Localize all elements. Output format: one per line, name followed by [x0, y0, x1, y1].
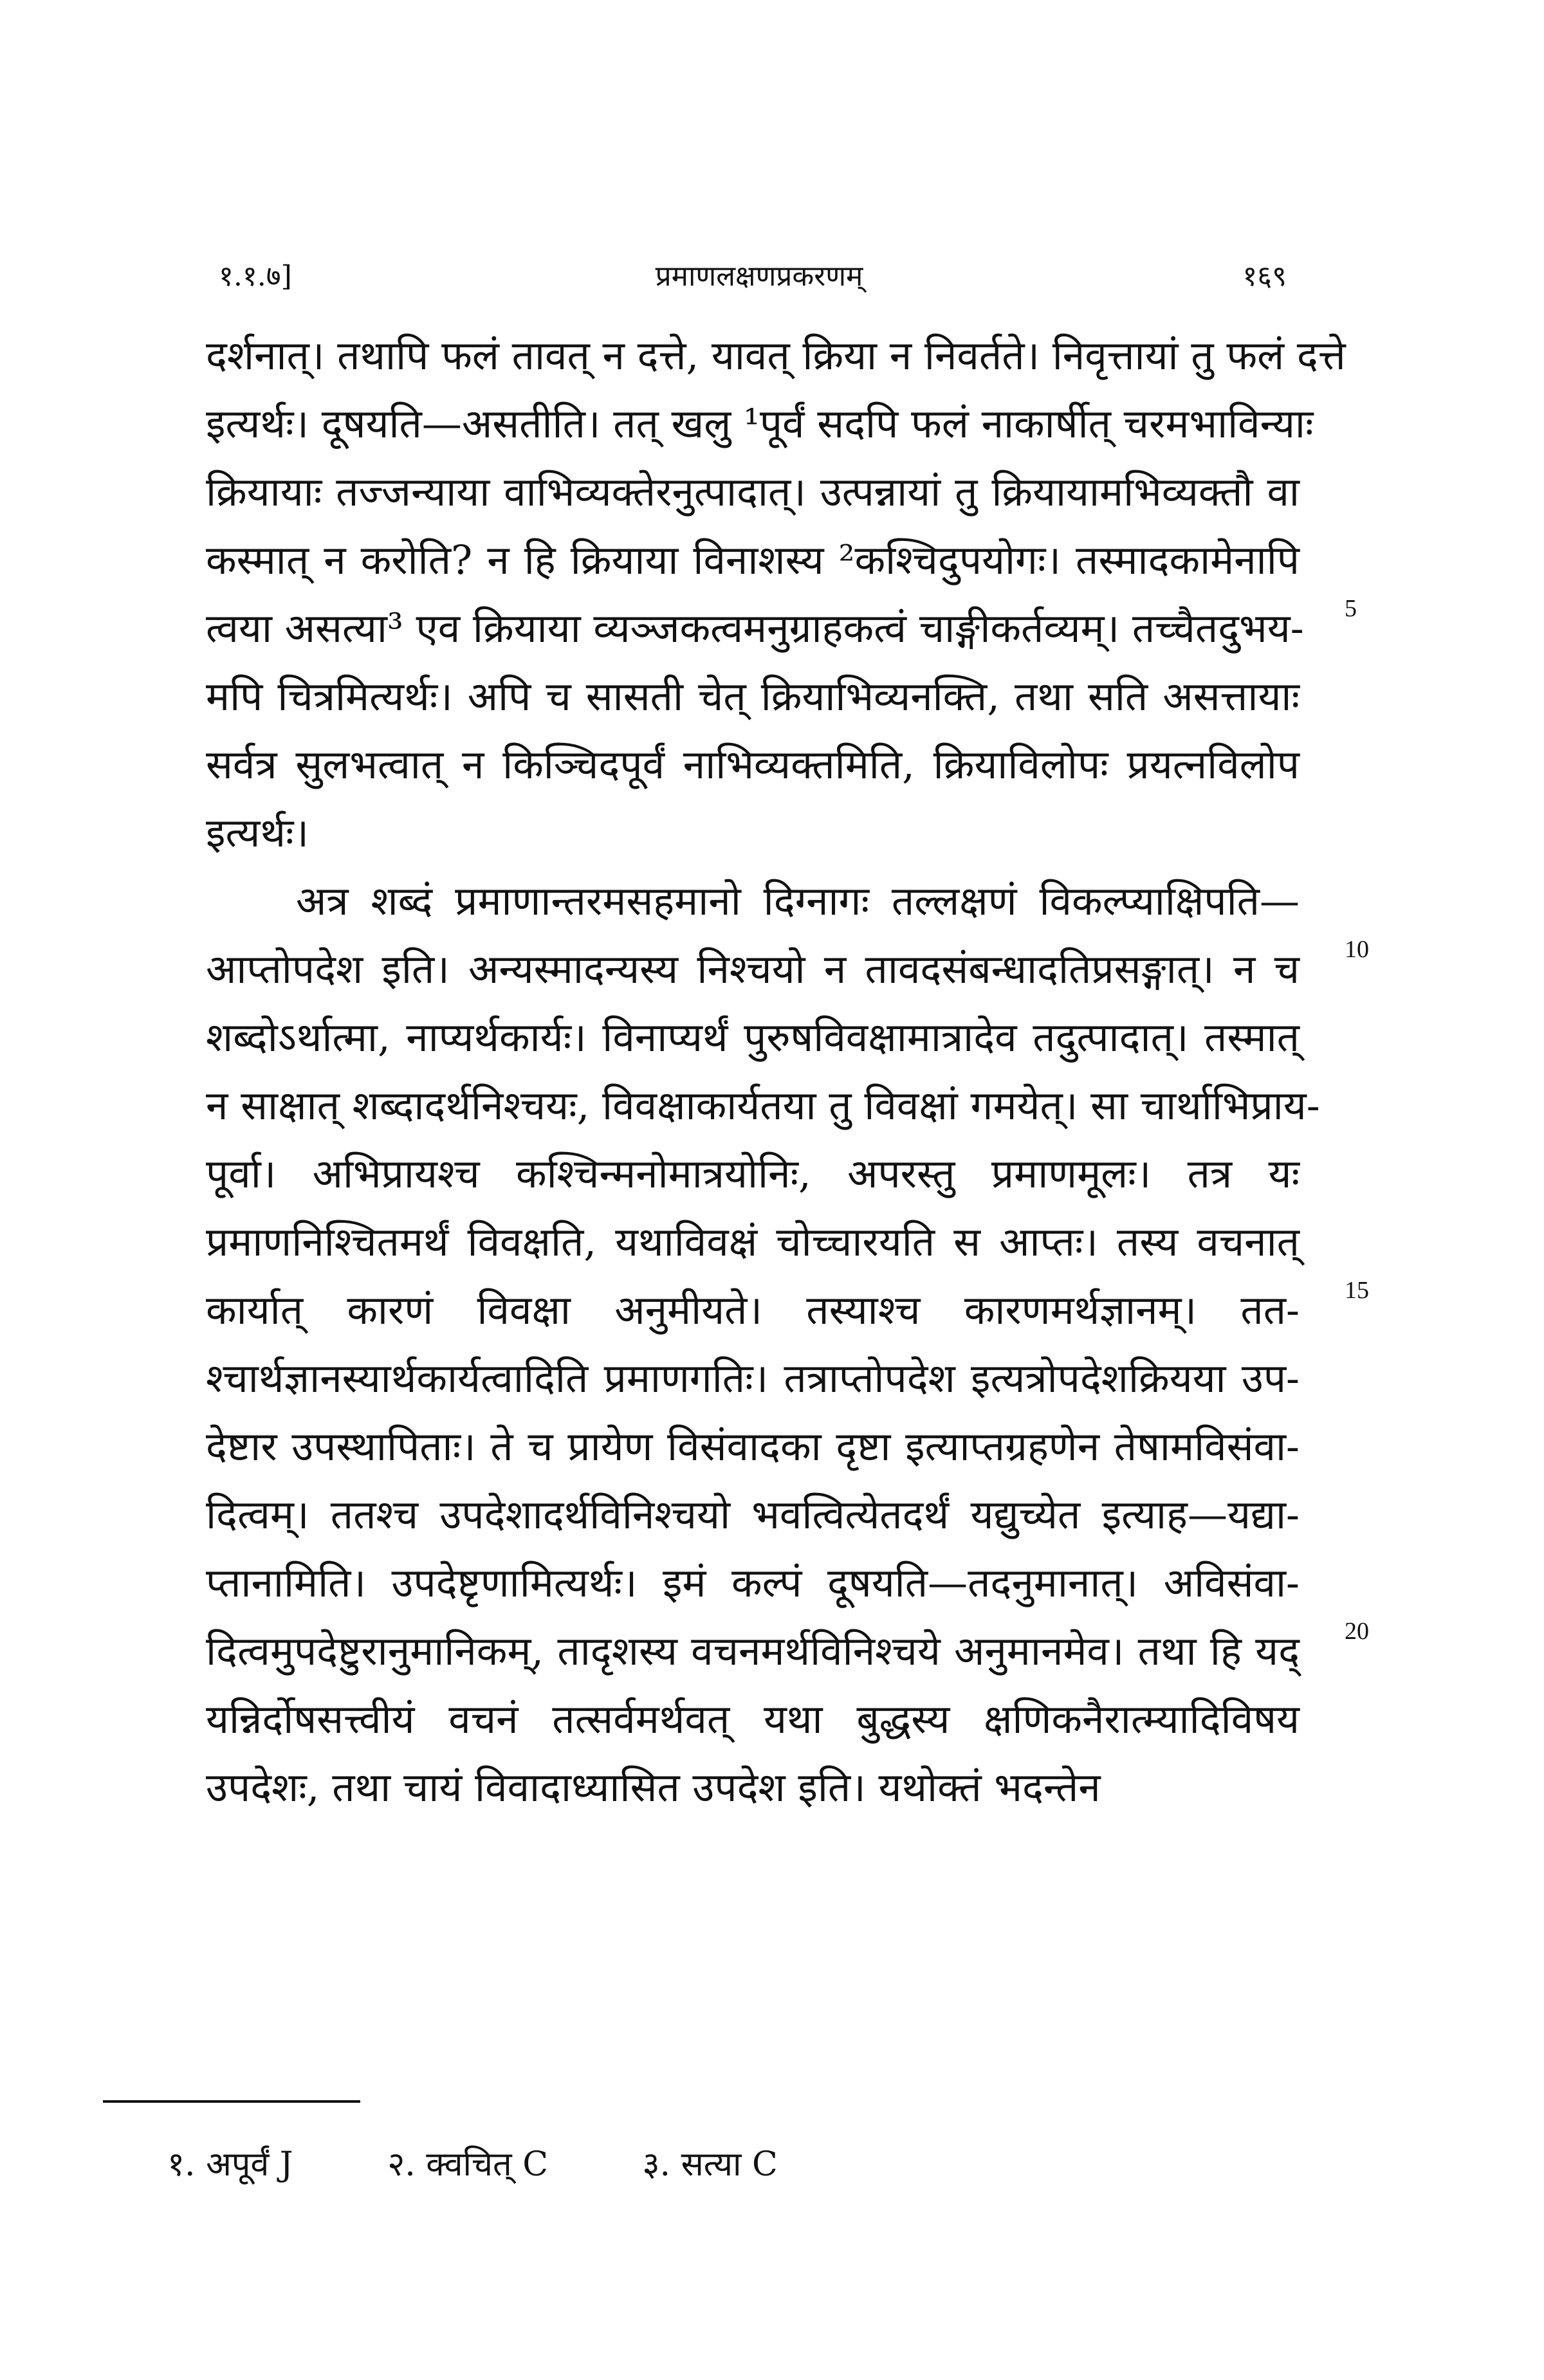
text-line: दर्शनात्। तथापि फलं तावत् न दत्ते, यावत् क्रिया न निवर्तते। निवृत्तायां तु फलं दत्ते [206, 332, 1346, 379]
main-text [206, 322, 1369, 1822]
page-number: १६९ [1242, 260, 1287, 293]
line-number: 5 [1345, 595, 1357, 622]
text-line: प्रमाणनिश्चितमर्थं विवक्षति, यथाविवक्षं चोच्चारयति स आप्तः। तस्य वचनात् [206, 1218, 1300, 1265]
text-line: दित्वम्। ततश्च उपदेशादर्थविनिश्चयो भवत्वित्येतदर्थं यद्युच्येत इत्याह—यद्या- [206, 1491, 1300, 1538]
running-title: प्रमाणलक्षणप्रकरणम् [655, 260, 863, 293]
footnote: १. अपूर्वं J [167, 2145, 293, 2184]
text-line: मपि चित्रमित्यर्थः। अपि च सासती चेत् क्रियाभिव्यनक्ति, तथा सति असत्तायाः [206, 673, 1300, 720]
text-line: शब्दोऽर्थात्मा, नाप्यर्थकार्यः। विनाप्यर्थं पुरुषविवक्षामात्रादेव तदुत्पादात्। तस्मात् [206, 1014, 1300, 1061]
text-line: यन्निर्दोषसत्त्वीयं वचनं तत्सर्वमर्थवत् यथा बुद्धस्य क्षणिकनैरात्म्यादिविषय [206, 1696, 1300, 1743]
text-line: प्तानामिति। उपदेष्टृणामित्यर्थः। इमं कल्पं दूषयति—तदनुमानात्। अविसंवा- [206, 1559, 1300, 1606]
footnote: ३. सत्या C [642, 2145, 778, 2184]
footnotes [167, 2139, 861, 2190]
text-line: इत्यर्थः। दूषयति—असतीति। तत् खलु ¹पूर्वं सदपि फलं नाकार्षीत् चरमभाविन्याः [206, 400, 1314, 447]
footnote-divider [103, 2100, 360, 2103]
line-number: 20 [1345, 1618, 1369, 1645]
running-header [219, 254, 1300, 299]
text-line: इत्यर्थः। [206, 809, 309, 856]
text-line: त्वया असत्या³ एव क्रियाया व्यञ्जकत्वमनुग्राहकत्वं चाङ्गीकर्तव्यम्। तच्चैतदुभय- [206, 605, 1304, 652]
text-line: श्चार्थज्ञानस्यार्थकार्यत्वादिति प्रमाणगतिः। तत्राप्तोपदेश इत्यत्रोपदेशक्रियया उप- [206, 1355, 1300, 1402]
text-line: अत्र शब्दं प्रमाणान्तरमसहमानो दिग्नागः तल्लक्षणं विकल्प्याक्षिपति— [296, 877, 1300, 924]
text-line: उपदेशः, तथा चायं विवादाध्यासित उपदेश इति। यथोक्तं भदन्तेन [206, 1764, 1101, 1811]
text-line: कार्यात् कारणं विवक्षा अनुमीयते। तस्याश्च कारणमर्थज्ञानम्। तत- [206, 1286, 1300, 1333]
text-line: सर्वत्र सुलभत्वात् न किञ्चिदपूर्वं नाभिव्यक्तमिति, क्रियाविलोपः प्रयत्नविलोप [206, 741, 1300, 788]
text-line: आप्तोपदेश इति। अन्यस्मादन्यस्य निश्चयो न तावदसंबन्धादतिप्रसङ्गात्। न च [206, 946, 1300, 993]
text-line: न साक्षात् शब्दादर्थनिश्चयः, विवक्षाकार्यतया तु विवक्षां गमयेत्। सा चार्थाभिप्राय- [206, 1082, 1320, 1129]
text-line: क्रियायाः तज्जन्याया वाभिव्यक्तेरनुत्पादात्। उत्पन्नायां तु क्रियायामभिव्यक्तौ वा [206, 468, 1300, 515]
text-line: देष्टार उपस्थापिताः। ते च प्रायेण विसंवादका दृष्टा इत्याप्तग्रहणेन तेषामविसंवा- [206, 1423, 1300, 1470]
text-line: कस्मात् न करोति? न हि क्रियाया विनाशस्य ²कश्चिदुपयोगः। तस्मादकामेनापि [206, 536, 1300, 583]
footnote: २. क्वचित् C [387, 2145, 548, 2184]
section-number: १.१.७] [219, 260, 292, 293]
line-number: 15 [1345, 1277, 1369, 1304]
line-number: 10 [1345, 936, 1369, 963]
text-line: पूर्वा। अभिप्रायश्च कश्चिन्मनोमात्रयोनिः, अपरस्तु प्रमाणमूलः। तत्र यः [206, 1150, 1300, 1197]
text-line: दित्वमुपदेष्टुरानुमानिकम्, तादृशस्य वचनमर्थविनिश्चये अनुमानमेव। तथा हि यद् [206, 1627, 1300, 1674]
